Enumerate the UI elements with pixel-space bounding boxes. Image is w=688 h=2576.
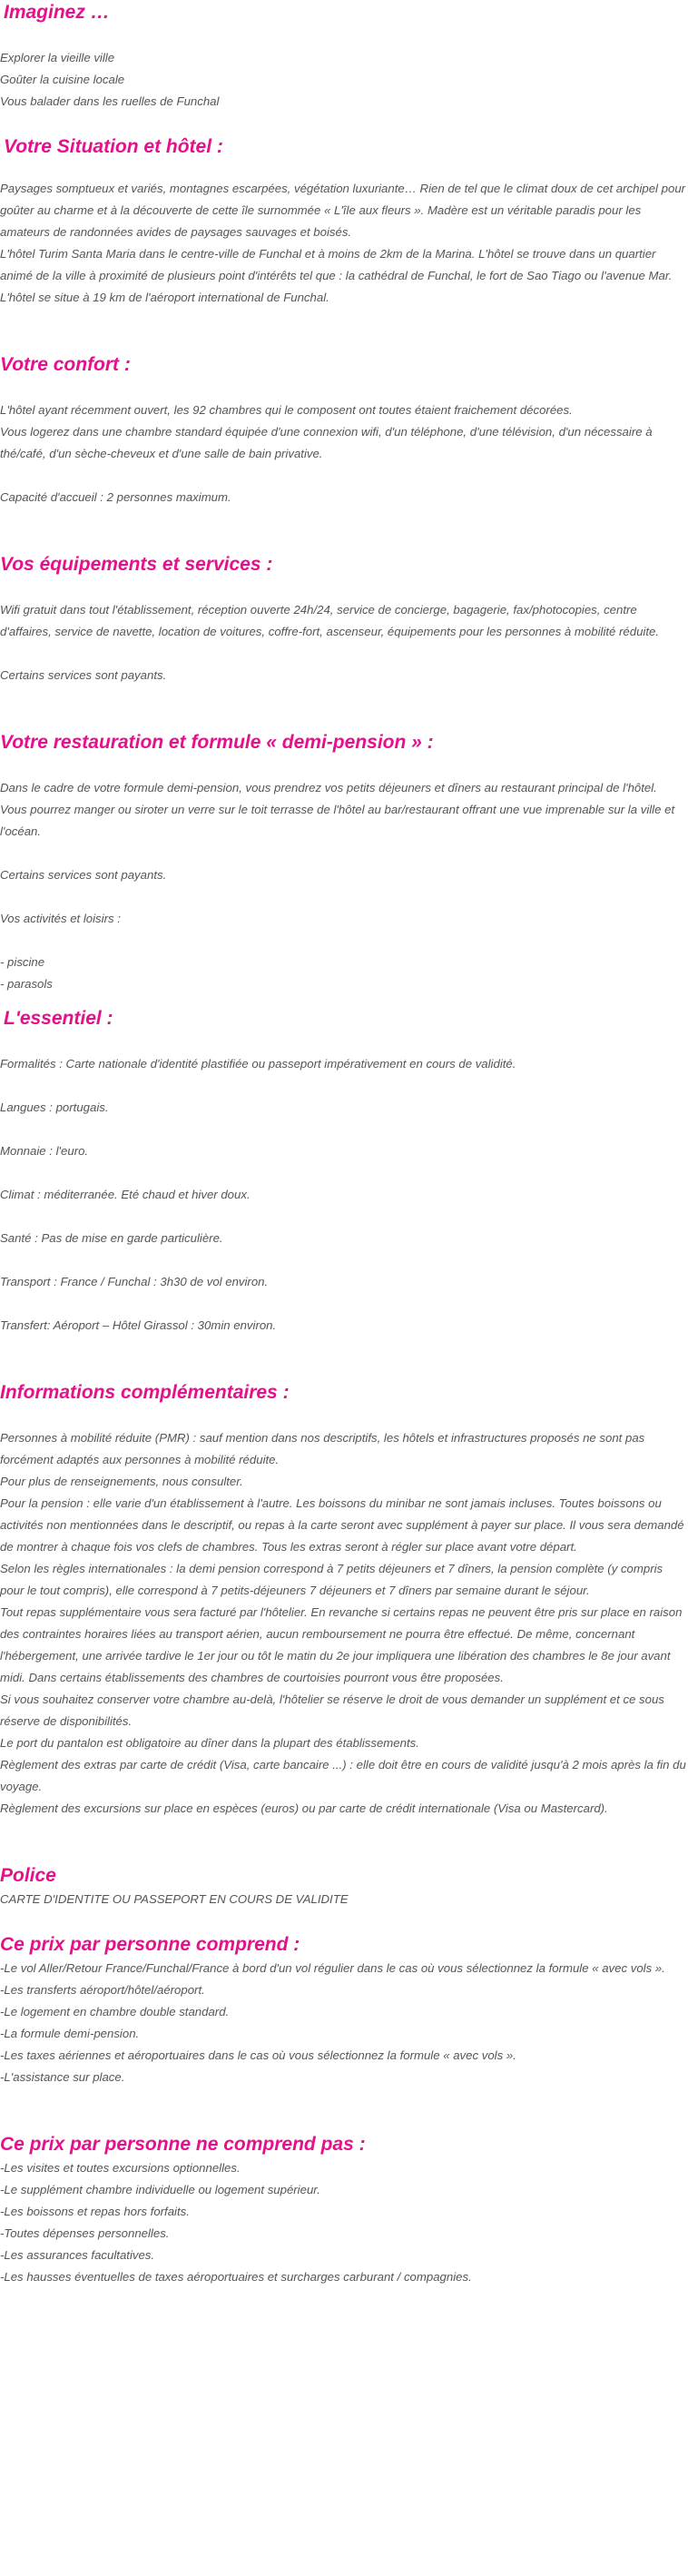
ne-comprend-line: -Les visites et toutes excursions optionnelles. [0, 2161, 241, 2175]
comprend-line: -La formule demi-pension. [0, 2027, 140, 2040]
essentiel-sante: Santé : Pas de mise en garde particulière. [0, 1231, 223, 1245]
equipements-note: Certains services sont payants. [0, 668, 167, 682]
ne-comprend-line: -Le supplément chambre individuelle ou logement supérieur. [0, 2183, 320, 2196]
situation-paragraph-2: L'hôtel Turim Santa Maria dans le centre-ville de Funchal et à moins de 2km de la Marina. L'hôtel se trouve dans un quartier animé de la ville à proximité de plusieurs point d'intérêts tel que : la cathédral de Funchal, le fort de Sao Tiago ou l'avenue Mar. [0, 247, 673, 282]
infos-line: Pour la pension : elle varie d'un établissement à l'autre. Les boissons du minibar ne sont jamais incluses. Toutes boissons ou activités non mentionnées dans le descriptif, ou repas à la carte seront avec supplément à payer sur place. Il vous sera demandé de montrer à chaque fois vos clefs de chambres. Tous les extras seront à régler sur place avant votre départ. [0, 1496, 684, 1554]
heading-police: Police [0, 1865, 56, 1886]
restauration-note: Certains services sont payants. [0, 868, 167, 882]
infos-line: Si vous souhaitez conserver votre chambre au-delà, l'hôtelier se réserve le droit de vous demander un supplément et ce sous réserve de disponibilités. [0, 1693, 664, 1728]
heading-ne-comprend: Ce prix par personne ne comprend pas : [0, 2134, 366, 2155]
ne-comprend-line: -Les boissons et repas hors forfaits. [0, 2205, 190, 2218]
ne-comprend-line: -Les assurances facultatives. [0, 2248, 155, 2262]
essentiel-langues: Langues : portugais. [0, 1100, 109, 1114]
situation-paragraph-1: Paysages somptueux et variés, montagnes escarpées, végétation luxuriante… Rien de tel que le climat doux de cet archipel pour goûter au charme et à la découverte de cette île surnommée « L'île aux fleurs ». Madère est un véritable paradis pour les amateurs de randonnées avides de paysages sauvages et boisés. [0, 182, 686, 239]
heading-situation: Votre Situation et hôtel : [4, 136, 223, 157]
infos-line: Tout repas supplémentaire vous sera facturé par l'hôtelier. En revanche si certains repas ne peuvent être pris sur place en raison des contraintes horaires liées au transport aérien, aucun remboursement ne pourra être effectué. De même, concernant l'hébergement, une arrivée tardive le 1er jour ou tôt le matin du 2e jour impliquera une libération des chambres le 8e jour avant midi. Dans certains établissements des chambres de courtoisies pourront vous être proposées. [0, 1605, 683, 1684]
restauration-paragraph-1: Dans le cadre de votre formule demi-pension, vous prendrez vos petits déjeuners et dîners au restaurant principal de l'hôtel. [0, 781, 657, 795]
equipements-text: Wifi gratuit dans tout l'établissement, réception ouverte 24h/24, service de concierge, bagagerie, fax/photocopies, centre d'affaires, service de navette, location de voitures, coffre-fort, ascenseur, équipements pour les personnes à mobilité réduite. [0, 603, 660, 638]
comprend-line: -Les transferts aéroport/hôtel/aéroport. [0, 1983, 205, 1997]
essentiel-climat: Climat : méditerranée. Eté chaud et hiver doux. [0, 1188, 251, 1201]
essentiel-formalites: Formalités : Carte nationale d'identité plastifiée ou passeport impérativement en cours de validité. [0, 1057, 516, 1071]
ne-comprend-line: -Les hausses éventuelles de taxes aéroportuaires et surcharges carburant / compagnies. [0, 2270, 472, 2284]
activity-item: - piscine [0, 955, 45, 969]
essentiel-transport: Transport : France / Funchal : 3h30 de vol environ. [0, 1275, 269, 1288]
infos-line: Pour plus de renseignements, nous consulter. [0, 1475, 243, 1488]
heading-restauration: Votre restauration et formule « demi-pension » : [0, 732, 434, 753]
heading-informations: Informations complémentaires : [0, 1382, 290, 1403]
situation-paragraph-3: L'hôtel se situe à 19 km de l'aéroport international de Funchal. [0, 291, 329, 304]
essentiel-transfert: Transfert: Aéroport – Hôtel Girassol : 30min environ. [0, 1318, 277, 1332]
heading-essentiel: L'essentiel : [4, 1008, 113, 1029]
imaginez-line-1: Explorer la vieille ville [0, 51, 115, 64]
restauration-paragraph-2: Vous pourrez manger ou siroter un verre sur le toit terrasse de l'hôtel au bar/restaurant offrant une vue imprenable sur la ville et l'océan. [0, 803, 675, 838]
comprend-line: -Le logement en chambre double standard. [0, 2005, 230, 2018]
activity-item: - parasols [0, 977, 53, 991]
imaginez-line-3: Vous balader dans les ruelles de Funchal [0, 94, 220, 108]
heading-comprend: Ce prix par personne comprend : [0, 1934, 300, 1955]
comprend-line: -Le vol Aller/Retour France/Funchal/France à bord d'un vol régulier dans le cas où vous sélectionnez la formule « avec vols ». [0, 1961, 665, 1975]
activities-label: Vos activités et loisirs : [0, 912, 121, 925]
essentiel-monnaie: Monnaie : l'euro. [0, 1144, 89, 1158]
infos-line: Selon les règles internationales : la demi pension correspond à 7 petits déjeuners et 7 dîners, la pension complète (y compris pour le tout compris), elle correspond à 7 petits-déjeuners 7 déjeuners et 7 dîners par semaine durant le séjour. [0, 1562, 663, 1597]
comprend-line: -L'assistance sur place. [0, 2070, 125, 2084]
heading-imaginez: Imaginez … [4, 2, 110, 23]
ne-comprend-line: -Toutes dépenses personnelles. [0, 2226, 170, 2240]
heading-confort: Votre confort : [0, 354, 131, 375]
confort-paragraph-2: Vous logerez dans une chambre standard équipée d'une connexion wifi, d'un téléphone, d'une télévision, d'un nécessaire à thé/café, d'un sèche-cheveux et d'une salle de bain privative. [0, 425, 653, 460]
heading-equipements: Vos équipements et services : [0, 554, 273, 575]
infos-line: Règlement des excursions sur place en espèces (euros) ou par carte de crédit internationale (Visa ou Mastercard). [0, 1801, 608, 1815]
imaginez-line-2: Goûter la cuisine locale [0, 73, 125, 86]
infos-line: Règlement des extras par carte de crédit (Visa, carte bancaire ...) : elle doit être en cours de validité jusqu'à 2 mois après la fin du voyage. [0, 1758, 686, 1793]
police-text: CARTE D'IDENTITE OU PASSEPORT EN COURS DE VALIDITE [0, 1892, 349, 1906]
infos-line: Le port du pantalon est obligatoire au dîner dans la plupart des établissements. [0, 1736, 419, 1750]
confort-capacity: Capacité d'accueil : 2 personnes maximum. [0, 490, 231, 504]
comprend-line: -Les taxes aériennes et aéroportuaires dans le cas où vous sélectionnez la formule « avec vols ». [0, 2048, 516, 2062]
infos-line: Personnes à mobilité réduite (PMR) : sauf mention dans nos descriptifs, les hôtels et infrastructures proposés ne sont pas forcément adaptés aux personnes à mobilité réduite. [0, 1431, 645, 1466]
confort-paragraph-1: L'hôtel ayant récemment ouvert, les 92 chambres qui le composent ont toutes étaient fraichement décorées. [0, 403, 573, 417]
